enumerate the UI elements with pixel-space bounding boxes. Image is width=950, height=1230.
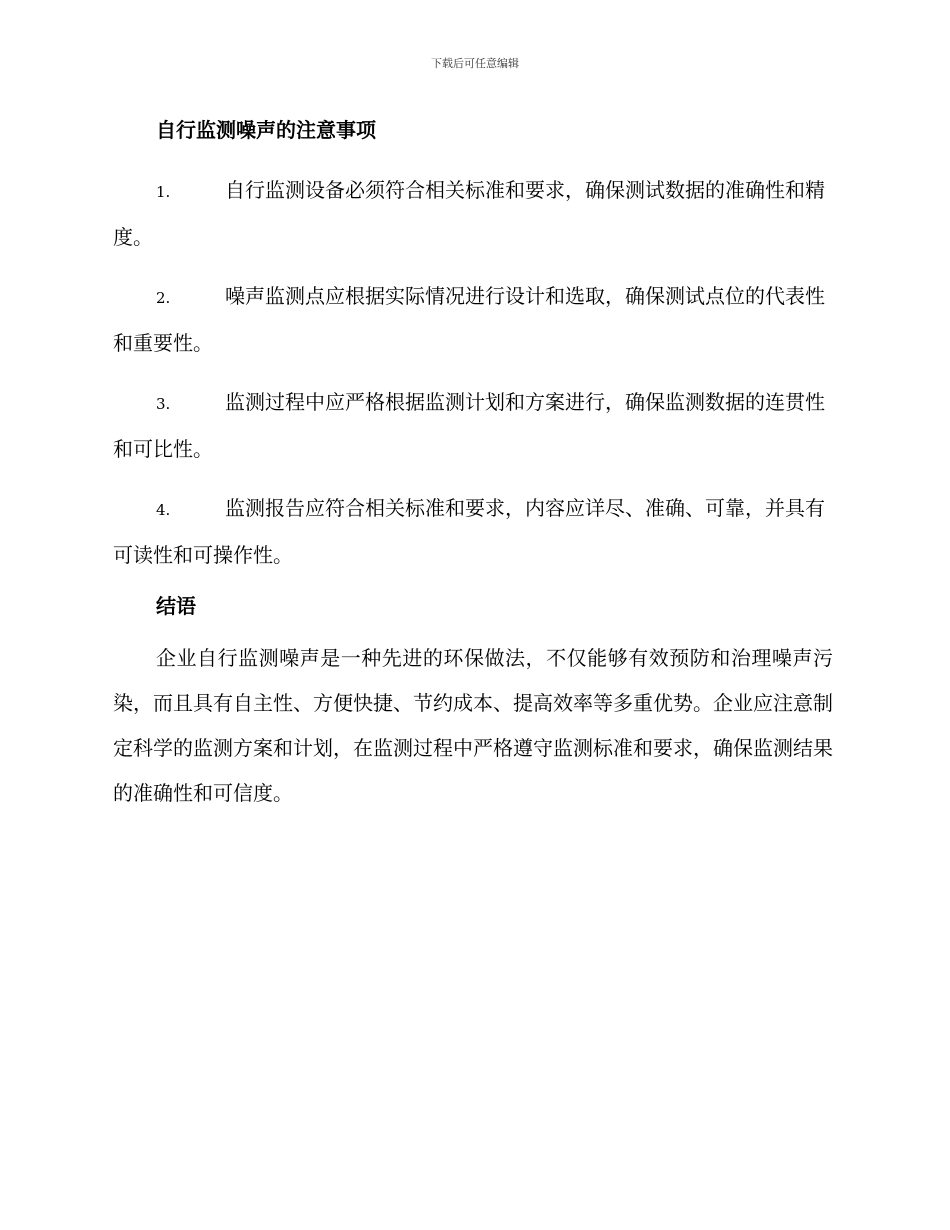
list-item-number: 4. <box>156 501 171 519</box>
document-body <box>113 110 833 816</box>
list-item-number: 1. <box>156 183 171 201</box>
list-item <box>113 380 833 472</box>
list-item <box>113 168 833 260</box>
list-item-text: 监测过程中应严格根据监测计划和方案进行，确保监测数据的连贯性和可比性。 <box>113 390 825 461</box>
list-item-text: 自行监测设备必须符合相关标准和要求，确保测试数据的准确性和精度。 <box>113 178 825 249</box>
list-item-text: 监测报告应符合相关标准和要求，内容应详尽、准确、可靠，并具有可读性和可操作性。 <box>113 496 825 567</box>
list-item-text: 噪声监测点应根据实际情况进行设计和选取，确保测试点位的代表性和重要性。 <box>113 284 825 355</box>
page-header-note: 下载后可任意编辑 <box>431 57 519 70</box>
list-item-number: 2. <box>156 289 171 307</box>
list-item-number: 3. <box>156 395 171 413</box>
conclusion-title: 结语 <box>156 594 196 618</box>
section-title: 自行监测噪声的注意事项 <box>156 118 376 142</box>
list-item <box>113 486 833 578</box>
list-item <box>113 274 833 366</box>
conclusion-paragraph: 企业自行监测噪声是一种先进的环保做法，不仅能够有效预防和治理噪声污染，而且具有自主性、方便快捷、节约成本、提高效率等多重优势。企业应注意制定科学的监测方案和计划，在监测过程中严格遵守监测标准和要求，确保监测结果的准确性和可信度。 <box>113 646 833 805</box>
